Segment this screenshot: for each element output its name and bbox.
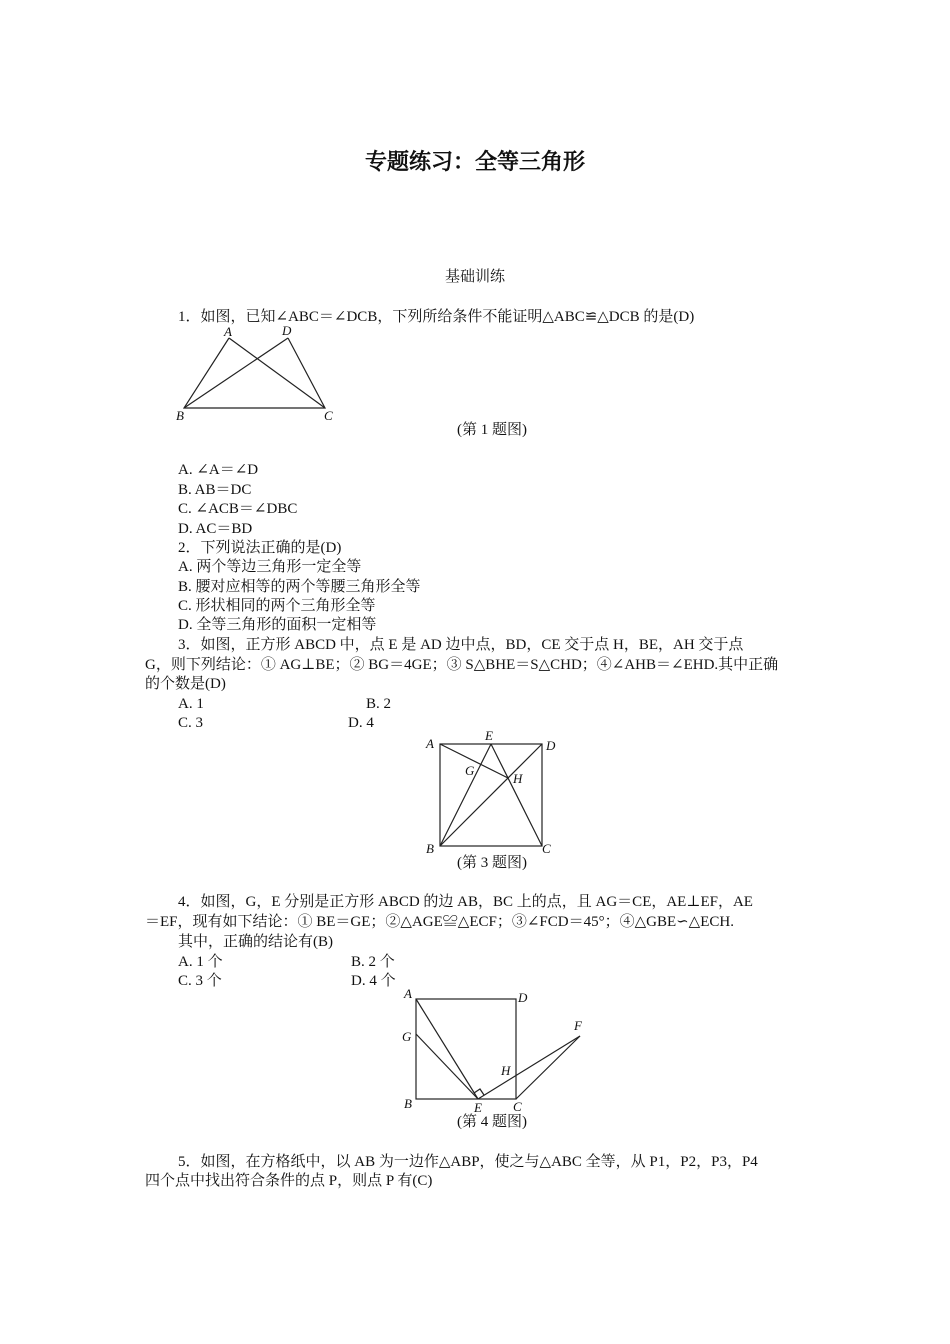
q3-stem-line1: 3．如图，正方形 ABCD 中，点 E 是 AD 边中点，BD，CE 交于点 H，BE，AH 交于点: [178, 637, 744, 653]
q4-figure: [394, 984, 594, 1116]
q5-stem-line2: 四个点中找出符合条件的点 P，则点 P 有(C): [145, 1173, 433, 1189]
q1-option-a: A. ∠A＝∠D: [178, 462, 259, 478]
q4-caption: (第 4 题图): [457, 1114, 527, 1130]
q1-option-d: D. AC＝BD: [178, 521, 253, 537]
q3-option-d: D. 4: [348, 715, 374, 731]
q3-stem-line3: 的个数是(D): [145, 676, 226, 692]
page-title: 专题练习：全等三角形: [364, 150, 585, 175]
q1-caption: (第 1 题图): [457, 422, 527, 438]
q4-label-f: F: [574, 1018, 582, 1033]
q4-segment-ae: [416, 999, 478, 1099]
q4-option-c: C. 3 个: [178, 973, 222, 989]
q3-label-e: E: [485, 728, 493, 743]
q2-stem: 2．下列说法正确的是(D): [178, 540, 342, 556]
q1-figure: [170, 322, 350, 424]
q4-label-a: A: [404, 986, 412, 1001]
q1-segment-ac: [229, 338, 325, 408]
q4-label-d: D: [518, 990, 528, 1005]
q4-segment-ge: [416, 1034, 478, 1099]
q1-label-c: C: [324, 408, 333, 423]
q4-label-e: E: [474, 1100, 482, 1115]
q1-segment-bd: [184, 338, 288, 408]
q3-label-a: A: [426, 736, 434, 751]
q4-option-d: D. 4 个: [351, 973, 396, 989]
q1-option-c: C. ∠ACB＝∠DBC: [178, 501, 298, 517]
q3-label-b: B: [426, 841, 434, 856]
q2-option-d: D. 全等三角形的面积一定相等: [178, 617, 377, 633]
q3-label-c: C: [542, 841, 551, 856]
q4-stem-line3: 其中，正确的结论有(B): [178, 934, 333, 950]
q1-option-b: B. AB＝DC: [178, 482, 252, 498]
q3-option-b: B. 2: [366, 696, 392, 712]
q1-figure-outline: [184, 338, 325, 408]
q1-label-b: B: [176, 408, 184, 423]
q3-figure: [420, 728, 565, 856]
section-heading: 基础训练: [444, 269, 505, 285]
q3-stem-line2: G，则下列结论：① AG⊥BE；② BG＝4GE；③ S△BHE＝S△CHD；④∠AHB＝∠EHD.其中正确: [145, 657, 779, 673]
q3-caption: (第 3 题图): [457, 855, 527, 871]
q2-option-c: C. 形状相同的两个三角形全等: [178, 598, 376, 614]
q4-label-h: H: [501, 1063, 511, 1078]
q4-label-b: B: [404, 1096, 412, 1111]
q5-stem-line1: 5．如图，在方格纸中，以 AB 为一边作△ABP，使之与△ABC 全等，从 P1，P2，P3，P4: [178, 1154, 758, 1170]
q4-label-g: G: [402, 1029, 412, 1044]
q2-option-a: A. 两个等边三角形一定全等: [178, 559, 362, 575]
q4-segment-ef: [478, 1036, 580, 1099]
q2-option-b: B. 腰对应相等的两个等腰三角形全等: [178, 579, 421, 595]
q4-option-a: A. 1 个: [178, 954, 223, 970]
q4-segment-cf: [516, 1036, 580, 1099]
q3-segment-ce: [491, 744, 542, 846]
q3-option-c: C. 3: [178, 715, 204, 731]
q4-stem-line1: 4．如图，G，E 分别是正方形 ABCD 的边 AB，BC 上的点，且 AG＝CE，AE⊥EF，AE: [178, 894, 753, 910]
q4-option-b: B. 2 个: [351, 954, 395, 970]
q1-stem: 1．如图，已知∠ABC＝∠DCB，下列所给条件不能证明△ABC≌△DCB 的是(D): [178, 309, 695, 325]
q1-label-a: A: [224, 324, 232, 339]
q3-label-h: H: [513, 771, 523, 786]
q3-option-a: A. 1: [178, 696, 204, 712]
q3-label-g: G: [465, 763, 475, 778]
q4-label-c: C: [513, 1099, 522, 1114]
q4-stem-line2: ＝EF，现有如下结论：① BE＝GE；②△AGE≌△ECF；③∠FCD＝45°；④△GBE∽△ECH.: [145, 914, 734, 930]
q3-diagonal-bd: [440, 744, 542, 846]
q3-segment-be: [440, 744, 491, 846]
q3-label-d: D: [546, 738, 556, 753]
q1-label-d: D: [282, 323, 292, 338]
